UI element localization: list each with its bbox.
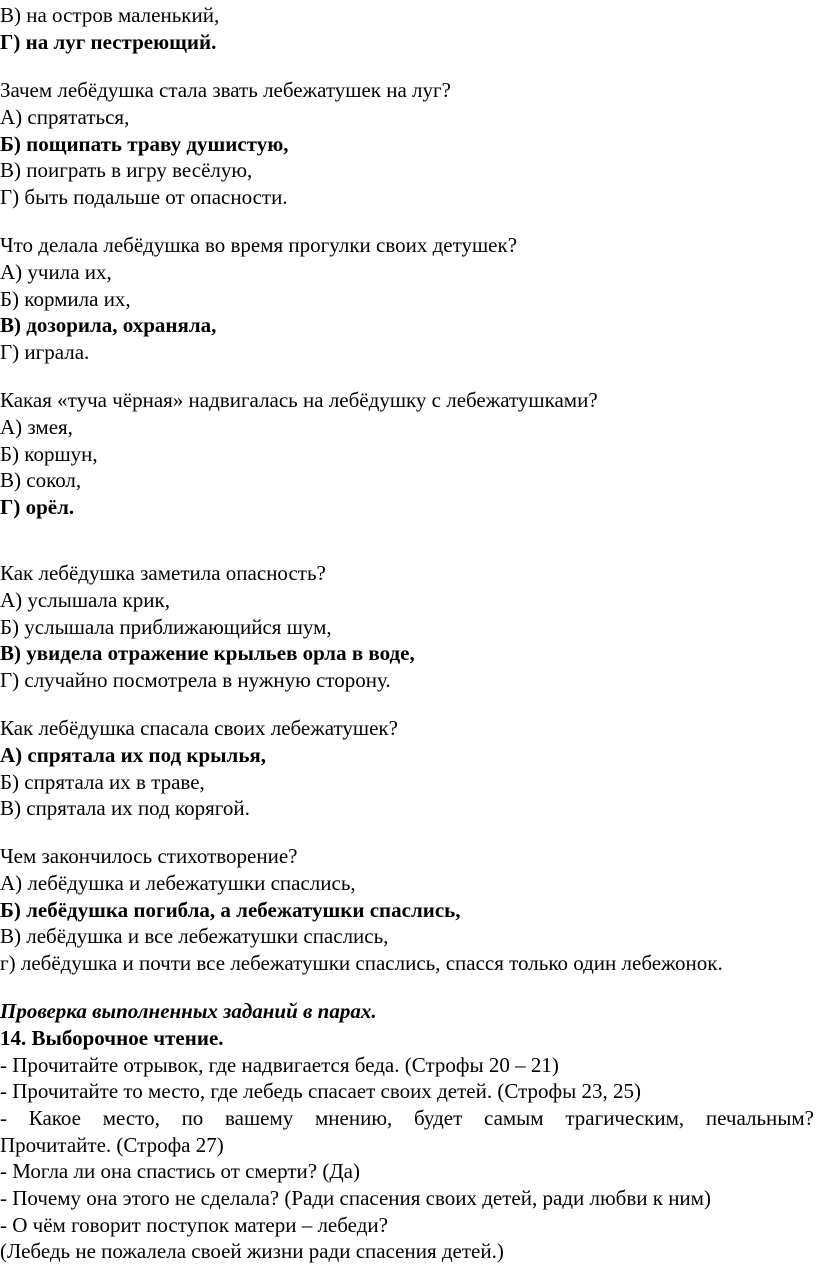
answer-option-b: Б) спрятала их в траве, (0, 770, 205, 794)
question-text: Чем закончилось стихотворение? (0, 844, 298, 868)
answer-option-g-correct: Г) орёл. (0, 495, 75, 519)
answer-option-b: Б) услышала приближающийся шум, (0, 615, 332, 639)
answer-option-a: А) спрятаться, (0, 105, 130, 129)
answer-option-b-correct: Б) пощипать траву душистую, (0, 132, 289, 156)
answer-option-g: г) лебёдушка и почти все лебежатушки спаслись, спасся только один лебежонок. (0, 951, 723, 975)
answer-option-b: Б) кормила их, (0, 287, 131, 311)
answer-option-a: А) услышала крик, (0, 588, 170, 612)
answer-option-v: В) поиграть в игру весёлую, (0, 158, 253, 182)
task-line: - Прочитайте отрывок, где надвигается беда. (Строфы 20 – 21) (0, 1053, 559, 1077)
pair-check-heading: Проверка выполненных заданий в парах. (0, 999, 377, 1023)
answer-option-v-correct: В) увидела отражение крыльев орла в воде, (0, 641, 415, 665)
question-text: Как лебёдушка спасала своих лебежатушек? (0, 716, 398, 740)
answer-option-v: В) спрятала их под корягой. (0, 796, 250, 820)
answer-option-g: Г) случайно посмотрела в нужную сторону. (0, 668, 391, 692)
task-line: - Могла ли она спастись от смерти? (Да) (0, 1159, 360, 1183)
task-line: Прочитайте. (Строфа 27) (0, 1133, 224, 1157)
question-text: Как лебёдушка заметила опасность? (0, 561, 326, 585)
question-text: Зачем лебёдушка стала звать лебежатушек на луг? (0, 78, 451, 102)
task-line: - Прочитайте то место, где лебедь спасает своих детей. (Строфы 23, 25) (0, 1079, 641, 1103)
answer-option-a: А) змея, (0, 415, 73, 439)
answer-option-g: Г) играла. (0, 340, 90, 364)
answer-option-v: В) лебёдушка и все лебежатушки спаслись, (0, 924, 389, 948)
task-line: (Лебедь не пожалела своей жизни ради спасения детей.) (0, 1239, 504, 1263)
answer-option-g: Г) быть подальше от опасности. (0, 185, 288, 209)
answer-option-v-correct: В) дозорила, охраняла, (0, 313, 217, 337)
answer-option-v: В) сокол, (0, 468, 82, 492)
answer-option-a-correct: А) спрятала их под крылья, (0, 743, 267, 767)
answer-option-a: А) учила их, (0, 260, 112, 284)
task-line: - Какое место, по вашему мнению, будет самым трагическим, печальным? (0, 1106, 814, 1130)
answer-option-g-correct: Г) на луг пестреющий. (0, 30, 217, 54)
answer-option-v: В) на остров маленький, (0, 3, 220, 27)
answer-option-a: А) лебёдушка и лебежатушки спаслись, (0, 871, 356, 895)
section-heading: 14. Выборочное чтение. (0, 1026, 224, 1050)
task-line: - Почему она этого не сделала? (Ради спасения своих детей, ради любви к ним) (0, 1186, 711, 1210)
question-text: Что делала лебёдушка во время прогулки своих детушек? (0, 233, 518, 257)
answer-option-b: Б) коршун, (0, 442, 98, 466)
question-text: Какая «туча чёрная» надвигалась на лебёдушку с лебежатушками? (0, 388, 598, 412)
answer-option-b-correct: Б) лебёдушка погибла, а лебежатушки спаслись, (0, 898, 461, 922)
task-line: - О чём говорит поступок матери – лебеди? (0, 1213, 388, 1237)
